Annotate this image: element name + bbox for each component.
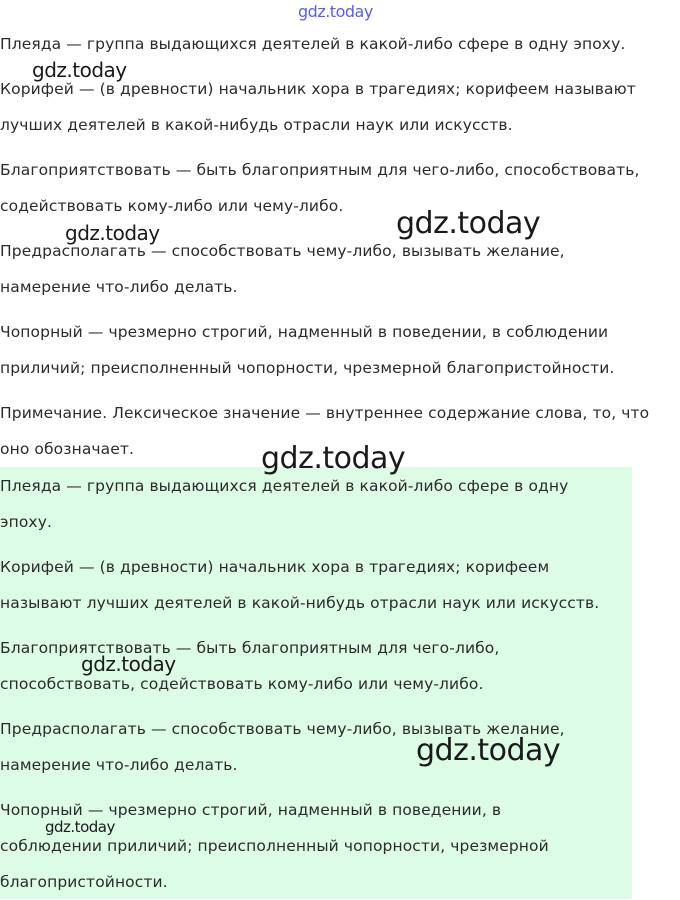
definition-favor [0,152,670,224]
watermark: gdz.today [261,441,406,476]
text-line: Корифей — (в древности) начальник хора в трагедиях; корифеем называют [0,80,636,98]
definition-pleiad [0,26,670,62]
text-line: намерение что-либо делать. [0,278,238,296]
text-line: способствовать, содействовать кому-либо или чему-либо. [0,675,484,693]
text-line: соблюдении приличий; преисполненный чопорности, чрезмерной [0,837,549,855]
answer-favor [0,630,600,702]
watermark: gdz.today [416,733,561,768]
watermark: gdz.today [298,2,373,21]
watermark: gdz.today [81,652,176,676]
text-line: Чопорный — чрезмерно строгий, надменный в поведении, в соблюдении [0,323,609,341]
answer-predispose [0,711,600,783]
text-line: Чопорный — чрезмерно строгий, надменный в поведении, в [0,801,502,819]
text-line: благопристойности. [0,873,168,891]
answer-prim [0,792,600,900]
watermark: gdz.today [45,818,115,836]
watermark: gdz.today [32,58,127,82]
text-line: намерение что-либо делать. [0,756,238,774]
definition-coryphaeus [0,71,670,143]
text-line: эпоху. [0,513,52,531]
text-line: Плеяда — группа выдающихся деятелей в какой-либо сфере в одну эпоху. [0,35,626,53]
definition-prim [0,314,670,386]
note-lexical-meaning [0,395,670,467]
watermark: gdz.today [65,221,160,245]
text-line: Плеяда — группа выдающихся деятелей в какой-либо сфере в одну [0,477,569,495]
text-line: содействовать кому-либо или чему-либо. [0,197,344,215]
text-line: называют лучших деятелей в какой-нибудь отрасли наук или искусств. [0,594,600,612]
text-line: Предрасполагать — способствовать чему-либо, вызывать желание, [0,242,565,260]
text-line: лучших деятелей в какой-нибудь отрасли наук или искусств. [0,116,513,134]
text-line: приличий; преисполненный чопорности, чрезмерной благопристойности. [0,359,615,377]
text-line: Примечание. Лексическое значение — внутреннее содержание слова, то, что [0,404,650,422]
text-line: Благоприятствовать — быть благоприятным для чего-либо, способствовать, [0,161,640,179]
answer-pleiad [0,468,600,540]
text-line: Корифей — (в древности) начальник хора в трагедиях; корифеем [0,558,550,576]
answer-coryphaeus [0,549,600,621]
text-line: Предрасполагать — способствовать чему-либо, вызывать желание, [0,720,565,738]
watermark: gdz.today [396,206,541,241]
definition-predispose [0,233,670,305]
text-line: оно обозначает. [0,440,135,458]
text-line: Благоприятствовать — быть благоприятным для чего-либо, [0,639,500,657]
answer-block [0,467,632,899]
